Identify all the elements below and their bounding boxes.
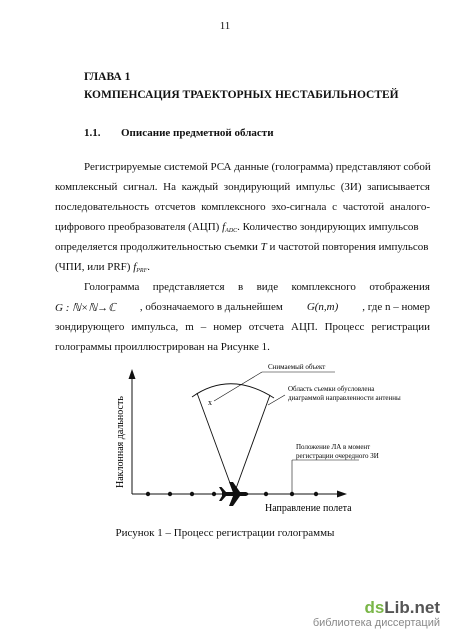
x-axis-arrow: [337, 491, 347, 498]
formula-f-adc: $f_{ADC}$: [222, 221, 238, 234]
label-area-line1: Область съемки обусловлена: [288, 385, 375, 393]
beam-left-edge: [197, 393, 234, 494]
paragraph1-line2: комплексный сигнал. На каждый зондирующий импульс (ЗИ) записывается: [55, 181, 430, 193]
axis-x-label: Направление полета: [265, 503, 352, 514]
leader-area: [268, 395, 285, 405]
watermark-tagline: библиотека диссертаций: [312, 617, 440, 629]
leader-object: [214, 372, 262, 401]
figure-diagram: [95, 352, 401, 514]
section-number: 1.1.: [84, 127, 101, 139]
paragraph1-line6: (ЧПИ, или PRF) $f_{PRF}$.: [55, 261, 151, 274]
paragraph1-line4: цифрового преобразователя (АЦП) $f_{ADC}$. Количество зондирующих импульсов: [55, 221, 419, 234]
chapter-label: ГЛАВА 1: [84, 71, 131, 83]
target-mark: x: [208, 398, 212, 407]
paragraph1-line3: последовательность отсчетов комплексного эхо-сигнала с частотой аналого-: [55, 201, 430, 213]
section-heading: [84, 127, 274, 139]
paragraph2-line1: Голограмма представляется в виде комплексного отображения: [84, 281, 430, 293]
beam-right-edge: [234, 395, 270, 494]
label-area-line2: диаграммой направленности антенны: [288, 394, 401, 402]
figure-caption: Рисунок 1 – Процесс регистрации голограммы: [115, 527, 335, 539]
paragraph2-line2: G : ℕ×ℕ→ℂ , обозначаемого в дальнейшем G(n,m) , где n – номер: [55, 301, 430, 314]
y-axis-arrow: [129, 369, 136, 379]
formula-mapping: G : ℕ×ℕ→ℂ: [55, 302, 116, 314]
formula-G: G(n,m): [306, 301, 339, 313]
axis-y-label: Наклонная дальность: [115, 396, 126, 488]
paragraph1-line5: определяется продолжительностью съемки T и частотой повторения импульсов: [55, 241, 429, 253]
watermark-logo: dsLib.net: [364, 598, 440, 617]
formula-f-prf: $f_{PRF}$: [133, 261, 148, 274]
paragraph2-line3: зондирующего импульса, m – номер отсчета АЦП. Процесс регистрации: [55, 321, 430, 333]
chapter-title: КОМПЕНСАЦИЯ ТРАЕКТОРНЫХ НЕСТАБИЛЬНОСТЕЙ: [84, 89, 399, 101]
label-position-line2: регистрации очередного ЗИ: [296, 452, 379, 460]
watermark: [313, 599, 440, 630]
section-title: Описание предметной области: [121, 127, 274, 139]
beam-arc: [192, 384, 274, 398]
page-number: 11: [219, 20, 231, 32]
paragraph2-line4: голограммы проиллюстрирован на Рисунке 1.: [55, 341, 270, 353]
label-position-line1: Положение ЛА в момент: [296, 443, 371, 451]
label-object: Снимаемый объект: [268, 363, 326, 371]
paragraph1-line1: Регистрируемые системой РСА данные (голограмма) представляют собой: [84, 161, 431, 173]
formula-T: T: [260, 241, 267, 253]
